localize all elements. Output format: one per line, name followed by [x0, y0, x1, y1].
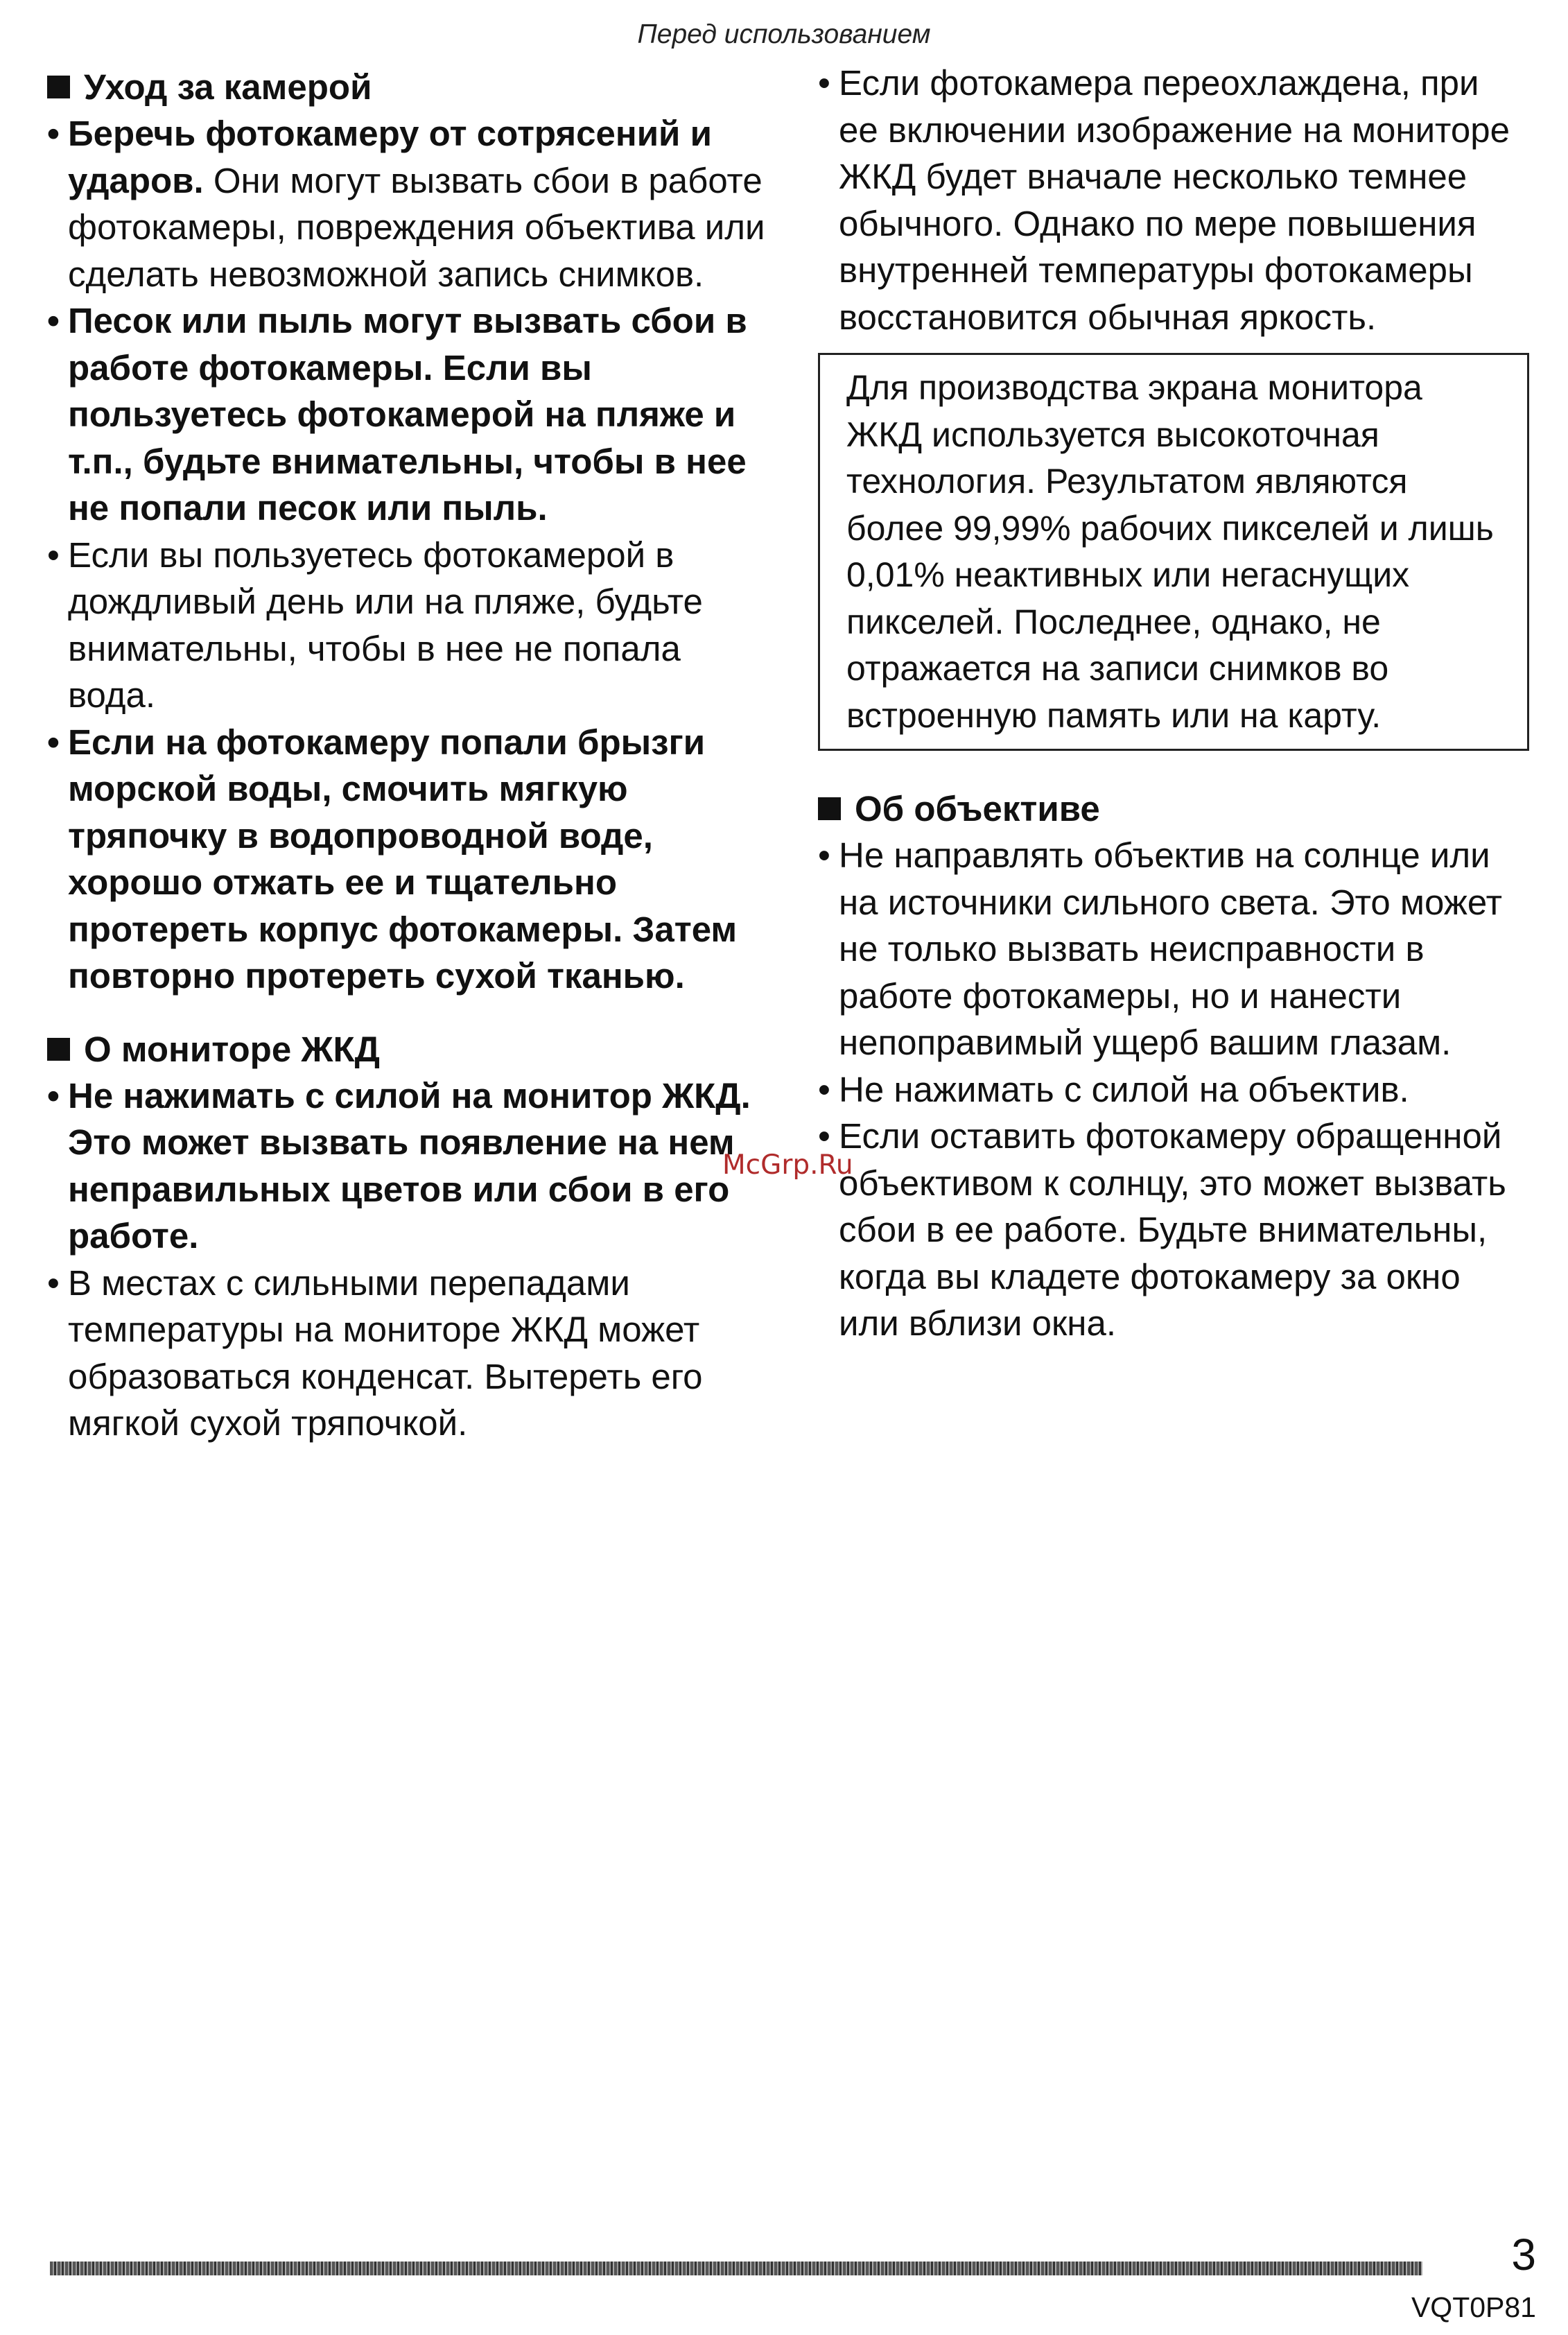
page-header: Перед использованием [637, 19, 931, 49]
bullet-icon: • [47, 722, 60, 762]
item-bold-text: Если на фотокамеру попали брызги морской воды, смочить мягкую тряпочку в водопроводной воде, хорошо отжать ее и тщательно протереть корпус фотокамеры. Затем повторно протереть сухой тканью. [68, 722, 738, 996]
bullet-icon: • [818, 1069, 830, 1109]
item-bold-text: Песок или пыль могут вызвать сбои в работе фотокамеры. Если вы пользуетесь фотокамерой на пляже и т.п., будьте внимательны, чтобы в нее не попали песок или пыль. [68, 301, 747, 528]
bullet-icon: • [47, 1262, 60, 1303]
note-text: Для производства экрана монитора ЖКД используется высокоточная технология. Результатом являются более 99,99% рабочих пикселей и лишь 0,01% неактивных или негаснущих пикселей. Последнее, однако, не отражается на записи снимков во встроенную память или на карту. [846, 368, 1494, 735]
section-square-icon [818, 797, 841, 820]
bullet-icon: • [47, 301, 60, 340]
note-box [818, 353, 1529, 751]
section-title-camera-care [47, 64, 768, 110]
section-title-text: О мониторе ЖКД [84, 1029, 380, 1069]
item-text: В местах с сильными перепадами температуры на мониторе ЖКД может образоваться конденсат. Вытереть его мягкой сухой тряпочкой. [68, 1262, 703, 1443]
list-item [47, 297, 768, 532]
watermark: McGrp.Ru [722, 1149, 853, 1181]
bullet-icon: • [818, 1116, 830, 1156]
bullet-icon: • [818, 835, 830, 875]
right-column [818, 60, 1525, 1347]
bullet-icon: • [47, 535, 60, 575]
list-item [818, 60, 1525, 340]
footer-bar [50, 2262, 1422, 2275]
item-text: Если фотокамера переохлаждена, при ее включении изображение на мониторе ЖКД будет вначале несколько темнее обычного. Однако по мере повышения внутренней температуры фотокамеры восстановится обычная яркость. [839, 63, 1510, 337]
list-item [47, 1260, 768, 1447]
item-text: Если вы пользуетесь фотокамерой в дождливый день или на пляже, будьте внимательны, чтобы в нее не попала вода. [68, 535, 703, 715]
item-text: Они могут вызвать сбои в работе фотокамеры, повреждения объектива или сделать невозможной запись снимков. [68, 160, 765, 294]
document-code: VQT0P81 [1411, 2291, 1536, 2323]
list-item [818, 1113, 1525, 1347]
item-bold-text: Беречь фотокамеру от сотрясений и ударов. [68, 114, 712, 200]
section-square-icon [47, 76, 70, 98]
bullet-icon: • [47, 114, 60, 153]
list-item [47, 719, 768, 1000]
section-title-text: Уход за камерой [84, 67, 372, 107]
list-item [818, 832, 1525, 1066]
item-text: Если оставить фотокамеру обращенной объективом к солнцу, это может вызвать сбои в ее работе. Будьте внимательны, когда вы кладете фотокамеру за окно или вблизи окна. [839, 1116, 1506, 1343]
bullet-icon: • [47, 1075, 60, 1116]
item-text: Не нажимать с силой на объектив. [839, 1069, 1409, 1109]
list-item [47, 110, 768, 297]
list-item [818, 1066, 1525, 1113]
section-title-text: Об объективе [855, 789, 1100, 828]
page-number: 3 [1511, 2230, 1536, 2280]
left-column [47, 64, 768, 1447]
section-title-lens [818, 785, 1525, 832]
section-title-lcd-monitor [47, 1026, 768, 1073]
section-square-icon [47, 1038, 70, 1061]
item-text: Не направлять объектив на солнце или на источники сильного света. Это может не только вызвать неисправности в работе фотокамеры, но и нанести непоправимый ущерб вашим глазам. [839, 835, 1502, 1062]
list-item [47, 1073, 768, 1260]
bullet-icon: • [818, 63, 830, 103]
list-item [47, 532, 768, 719]
item-bold-text: Не нажимать с силой на монитор ЖКД. Это может вызвать появление на нем неправильных цветов или сбои в его работе. [68, 1075, 751, 1256]
